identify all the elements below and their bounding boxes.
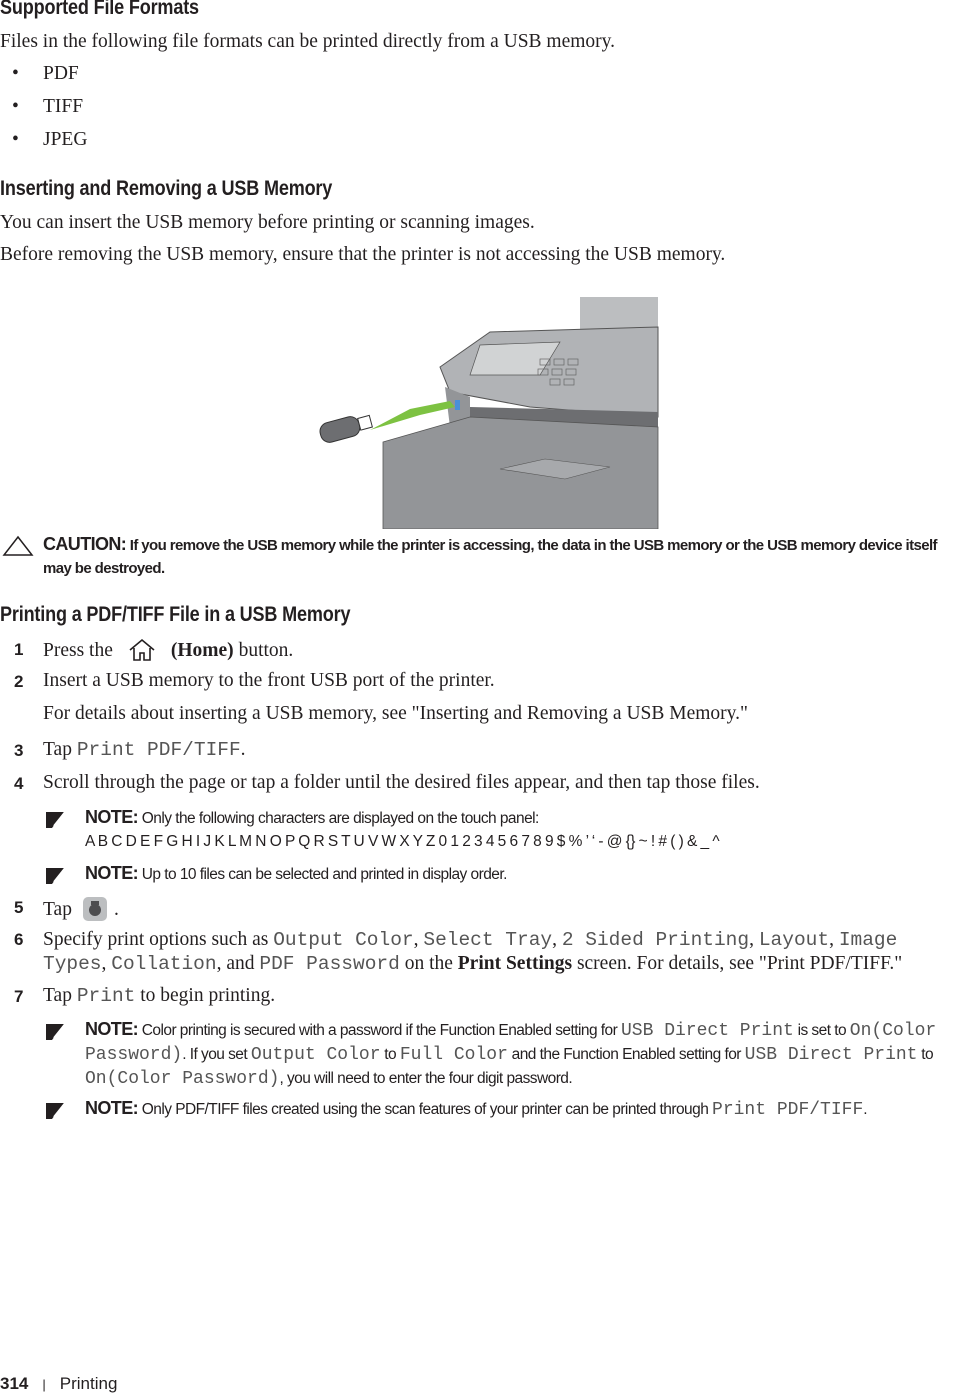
paragraph: You can insert the USB memory before printing or scanning images. (0, 212, 535, 233)
step-3: Tap Print PDF/TIFF. (43, 739, 246, 761)
step-number: 6 (14, 930, 24, 949)
page-footer: 314 | Printing (0, 1374, 118, 1393)
format-item: • TIFF (12, 96, 84, 117)
intro-text: Files in the following file formats can be printed directly from a USB memory. (0, 31, 616, 52)
note-color-password: NOTE: Color printing is secured with a password if the Function Enabled setting for USB Direct Print is set to On(Color Password). If you set Output Color to Full Color and the Function Enabled setting for USB Direct Print to On(Color Password), you will need to enter the four digit password. (85, 1019, 937, 1089)
printer-usb-illustration (310, 297, 660, 529)
step-number: 1 (14, 640, 24, 659)
footer-section: Printing (59, 1374, 118, 1393)
note-characters: NOTE: Only the following characters are displayed on the touch panel: A B C D E F G H I J K L M N O P Q R S T U V W X Y Z 0 1 2 3 4 5 6 7 8 9 $ % ’ ‘ - @ {} ~ ! # ( ) & _ ^ (85, 807, 720, 850)
heading-inserting-removing: Inserting and Removing a USB Memory (0, 177, 333, 200)
home-icon (127, 638, 157, 662)
heading-printing-pdf-tiff: Printing a PDF/TIFF File in a USB Memory (0, 603, 351, 626)
note-pencil-icon (44, 810, 68, 830)
step-1: Press the (Home) button. (43, 640, 294, 661)
paragraph: Before removing the USB memory, ensure that the printer is not accessing the USB memory. (0, 244, 726, 265)
format-item: • PDF (12, 63, 79, 84)
format-item: • JPEG (12, 129, 88, 150)
note-pencil-icon (44, 1101, 68, 1121)
caution-icon (2, 535, 34, 557)
step-number: 4 (14, 774, 24, 793)
note-scan-files: NOTE: Only PDF/TIFF files created using the scan features of your printer can be printed through Print PDF/TIFF. (85, 1098, 868, 1120)
step-number: 5 (14, 898, 24, 917)
print-settings-button-icon (82, 896, 108, 922)
step-2: Insert a USB memory to the front USB port of the printer. (43, 670, 495, 691)
heading-supported-formats: Supported File Formats (0, 0, 199, 19)
note-pencil-icon (44, 1022, 68, 1042)
step-number: 2 (14, 672, 24, 691)
step-2-detail: For details about inserting a USB memory, see "Inserting and Removing a USB Memory." (43, 703, 748, 724)
step-number: 3 (14, 741, 24, 760)
step-5: Tap . (43, 896, 119, 922)
note-file-limit: NOTE: Up to 10 files can be selected and printed in display order. (85, 863, 507, 883)
step-number: 7 (14, 987, 24, 1006)
page-number: 314 (0, 1374, 29, 1393)
note-pencil-icon (44, 866, 68, 886)
caution-note: CAUTION: If you remove the USB memory while the printer is accessing, the data in the USB memory or the USB memory device itself may be destroyed. (43, 534, 937, 577)
step-4: Scroll through the page or tap a folder until the desired files appear, and then tap those files. (43, 772, 760, 793)
step-6: Specify print options such as Output Color, Select Tray, 2 Sided Printing, Layout, Image Types, Collation, and PDF Password on the Print Settings screen. For details, see "Print PDF/TIFF." (43, 929, 903, 975)
step-7: Tap Print to begin printing. (43, 985, 276, 1007)
